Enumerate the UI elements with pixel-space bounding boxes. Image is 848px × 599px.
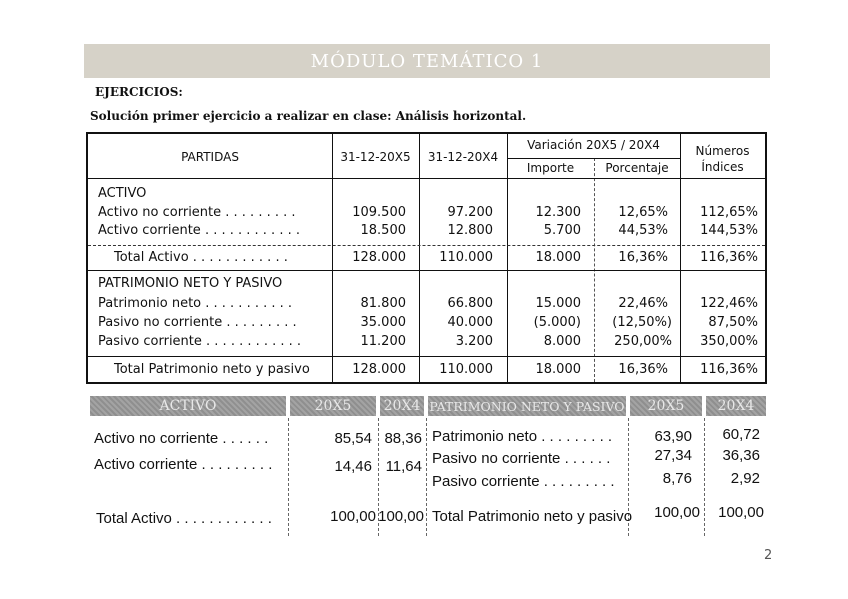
row-label: Pasivo no corriente . . . . . . — [432, 450, 611, 467]
row-porcentaje: 22,46% — [618, 296, 668, 311]
row-value-20x5: 128.000 — [352, 250, 406, 265]
header-activo-20x5: 20X5 — [290, 396, 376, 416]
header-numeros: Números — [695, 144, 750, 158]
row-label: Total Patrimonio neto y pasivo — [432, 508, 633, 525]
row-indice: 116,36% — [700, 250, 758, 265]
row-importe: 18.000 — [535, 250, 581, 265]
row-value-20x4: 3.200 — [455, 334, 493, 349]
row-indice: 350,00% — [700, 334, 758, 349]
row-importe: 8.000 — [543, 334, 581, 349]
table-divider — [88, 245, 765, 246]
row-value-20x4: 2,92 — [730, 470, 760, 487]
row-value-20x5: 100,00 — [654, 504, 700, 521]
row-label: Activo corriente . . . . . . . . . — [94, 456, 273, 473]
row-value-20x4: 88,36 — [384, 430, 422, 447]
row-value-20x4: 40.000 — [447, 315, 493, 330]
row-value-20x5: 109.500 — [352, 205, 406, 220]
row-value-20x4: 100,00 — [718, 504, 764, 521]
row-label: Pasivo corriente . . . . . . . . . — [432, 473, 615, 490]
row-label: Activo no corriente . . . . . . . . . — [98, 205, 296, 220]
row-label: Total Activo . . . . . . . . . . . . — [114, 250, 288, 265]
row-porcentaje: (12,50%) — [612, 315, 672, 330]
header-date-20x5: 31-12-20X5 — [340, 150, 411, 164]
row-label: Activo no corriente . . . . . . — [94, 430, 269, 447]
header-activo: ACTIVO — [90, 396, 286, 416]
header-importe: Importe — [526, 161, 575, 175]
section-activo-title: ACTIVO — [98, 186, 147, 201]
row-value-20x5: 11.200 — [360, 334, 406, 349]
row-value-20x4: 110.000 — [439, 362, 493, 377]
row-importe: 15.000 — [535, 296, 581, 311]
row-value-20x4: 97.200 — [447, 205, 493, 220]
row-label: Total Activo . . . . . . . . . . . . — [96, 510, 272, 527]
row-importe: (5.000) — [533, 315, 581, 330]
row-value-20x5: 27,34 — [654, 447, 692, 464]
header-pasivo-20x5: 20X5 — [630, 396, 702, 416]
row-value-20x5: 8,76 — [662, 470, 692, 487]
table-divider — [426, 418, 427, 536]
row-value-20x5: 18.500 — [360, 223, 406, 238]
row-label: Pasivo no corriente . . . . . . . . . — [98, 315, 297, 330]
row-value-20x4: 12.800 — [447, 223, 493, 238]
row-importe: 5.700 — [543, 223, 581, 238]
row-value-20x4: 66.800 — [447, 296, 493, 311]
header-variacion: Variación 20X5 / 20X4 — [527, 138, 660, 152]
table-divider — [88, 270, 765, 271]
header-pasivo: PATRIMONIO NETO Y PASIVO — [428, 396, 626, 416]
row-value-20x5: 63,90 — [654, 428, 692, 445]
row-label: Activo corriente . . . . . . . . . . . . — [98, 223, 300, 238]
module-banner — [84, 44, 770, 78]
row-indice: 87,50% — [708, 315, 758, 330]
row-porcentaje: 16,36% — [618, 250, 668, 265]
exercise-subtitle: Solución primer ejercicio a realizar en clase: Análisis horizontal. — [90, 109, 527, 123]
table-divider — [704, 418, 705, 536]
row-indice: 112,65% — [700, 205, 758, 220]
row-label: Total Patrimonio neto y pasivo — [114, 362, 310, 377]
row-value-20x5: 128.000 — [352, 362, 406, 377]
row-importe: 12.300 — [535, 205, 581, 220]
header-partidas: PARTIDAS — [181, 150, 239, 164]
section-pasivo-title: PATRIMONIO NETO Y PASIVO — [98, 276, 283, 291]
row-value-20x5: 81.800 — [360, 296, 406, 311]
row-label: Patrimonio neto . . . . . . . . . . . — [98, 296, 293, 311]
row-value-20x5: 100,00 — [330, 508, 376, 525]
header-indices: Índices — [701, 160, 744, 174]
row-value-20x4: 36,36 — [722, 447, 760, 464]
row-indice: 144,53% — [700, 223, 758, 238]
row-label: Patrimonio neto . . . . . . . . . — [432, 428, 613, 445]
row-value-20x4: 60,72 — [722, 426, 760, 443]
row-porcentaje: 16,36% — [618, 362, 668, 377]
table-divider — [507, 158, 680, 159]
module-title: MÓDULO TEMÁTICO 1 — [310, 50, 544, 72]
row-porcentaje: 250,00% — [614, 334, 672, 349]
row-indice: 122,46% — [700, 296, 758, 311]
header-date-20x4: 31-12-20X4 — [427, 150, 499, 164]
header-pasivo-20x4: 20X4 — [706, 396, 766, 416]
header-activo-20x4: 20X4 — [380, 396, 424, 416]
row-label: Pasivo corriente . . . . . . . . . . . . — [98, 334, 302, 349]
table-divider — [88, 356, 765, 357]
horizontal-analysis-table — [86, 132, 767, 384]
exercises-heading: EJERCICIOS: — [95, 85, 183, 99]
row-importe: 18.000 — [535, 362, 581, 377]
row-value-20x4: 11,64 — [385, 458, 422, 475]
table-divider — [288, 418, 289, 536]
row-value-20x4: 110.000 — [439, 250, 493, 265]
row-indice: 116,36% — [700, 362, 758, 377]
row-value-20x4: 100,00 — [378, 508, 424, 525]
page-number: 2 — [764, 548, 773, 563]
row-value-20x5: 14,46 — [334, 458, 372, 475]
row-porcentaje: 44,53% — [618, 223, 668, 238]
row-value-20x5: 85,54 — [334, 430, 372, 447]
vertical-analysis-table — [90, 396, 766, 536]
row-porcentaje: 12,65% — [618, 205, 668, 220]
table-divider — [88, 178, 765, 179]
header-porcentaje: Porcentaje — [605, 161, 669, 175]
row-value-20x5: 35.000 — [360, 315, 406, 330]
